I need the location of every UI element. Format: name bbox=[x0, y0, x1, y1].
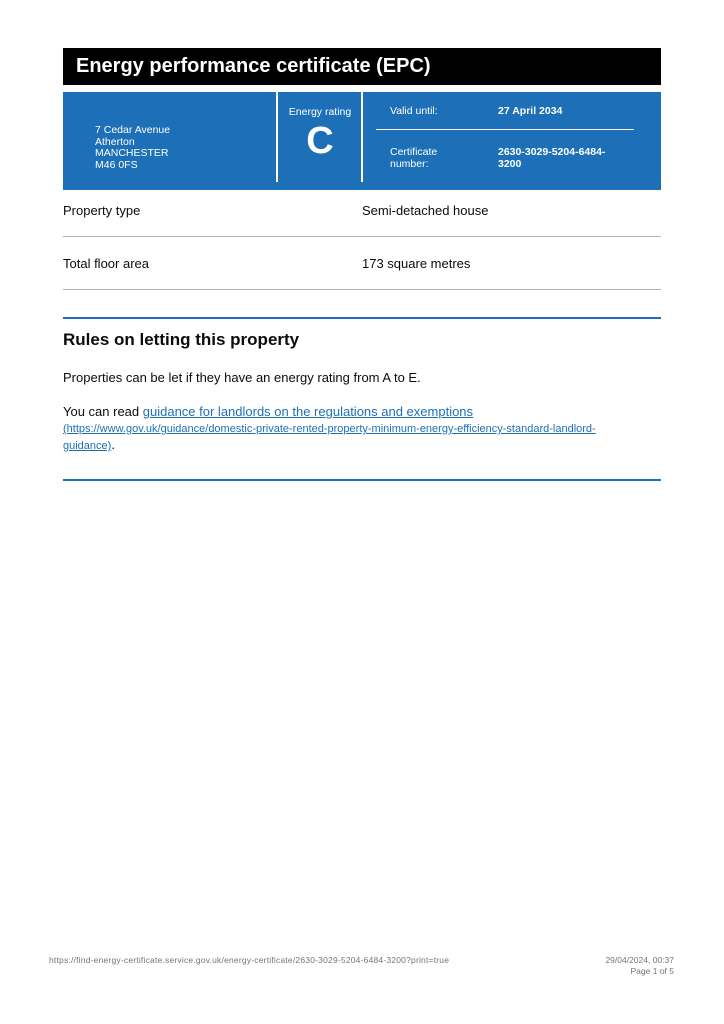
address-line-2: Atherton bbox=[95, 135, 135, 148]
floor-area-label: Total floor area bbox=[63, 256, 149, 271]
energy-rating-label: Energy rating bbox=[288, 106, 352, 118]
floor-area-value: 173 square metres bbox=[362, 256, 471, 271]
panel-divider-horizontal bbox=[376, 129, 634, 130]
property-type-value: Semi-detached house bbox=[362, 203, 489, 218]
panel-divider-right bbox=[361, 92, 363, 182]
certificate-number-label: Certificate number: bbox=[390, 146, 438, 170]
energy-rating-letter: C bbox=[306, 120, 334, 162]
address-postcode: M46 0FS bbox=[95, 158, 138, 171]
footer-meta bbox=[605, 955, 674, 977]
section-bottom-rule bbox=[63, 479, 661, 481]
guidance-prefix: You can read bbox=[63, 404, 143, 419]
guidance-url-line-1[interactable]: (https://www.gov.uk/guidance/domestic-private-rented-property-minimum-energy-efficiency-standard-landlord- bbox=[63, 423, 596, 435]
row-divider bbox=[63, 289, 661, 290]
footer-page-number: Page 1 of 5 bbox=[630, 966, 674, 976]
section-top-rule bbox=[63, 317, 661, 319]
letting-guidance-paragraph bbox=[63, 404, 653, 454]
guidance-suffix: . bbox=[111, 437, 115, 452]
valid-until-value: 27 April 2034 bbox=[498, 105, 563, 117]
property-type-label: Property type bbox=[63, 203, 141, 218]
row-divider bbox=[63, 236, 661, 237]
landlord-guidance-link[interactable]: guidance for landlords on the regulations and exemptions bbox=[142, 404, 474, 419]
address-line-3: MANCHESTER bbox=[95, 147, 169, 159]
certificate-number-value: 2630-3029-5204-6484- 3200 bbox=[498, 146, 606, 170]
letting-intro-text: Properties can be let if they have an energy rating from A to E. bbox=[63, 370, 421, 385]
valid-until-label: Valid until: bbox=[390, 105, 438, 117]
footer-url: https://find-energy-certificate.service.gov.uk/energy-certificate/2630-3029-5204-6484-3200?print=true bbox=[49, 955, 450, 965]
property-address bbox=[95, 125, 170, 171]
address-line-1: 7 Cedar Avenue bbox=[95, 124, 171, 136]
guidance-url-line-2[interactable]: guidance) bbox=[63, 440, 112, 452]
certificate-summary-panel bbox=[63, 92, 661, 190]
page-title: Energy performance certificate (EPC) bbox=[63, 48, 661, 85]
footer-datetime: 29/04/2024, 00:37 bbox=[605, 955, 674, 965]
letting-rules-heading: Rules on letting this property bbox=[63, 330, 300, 349]
